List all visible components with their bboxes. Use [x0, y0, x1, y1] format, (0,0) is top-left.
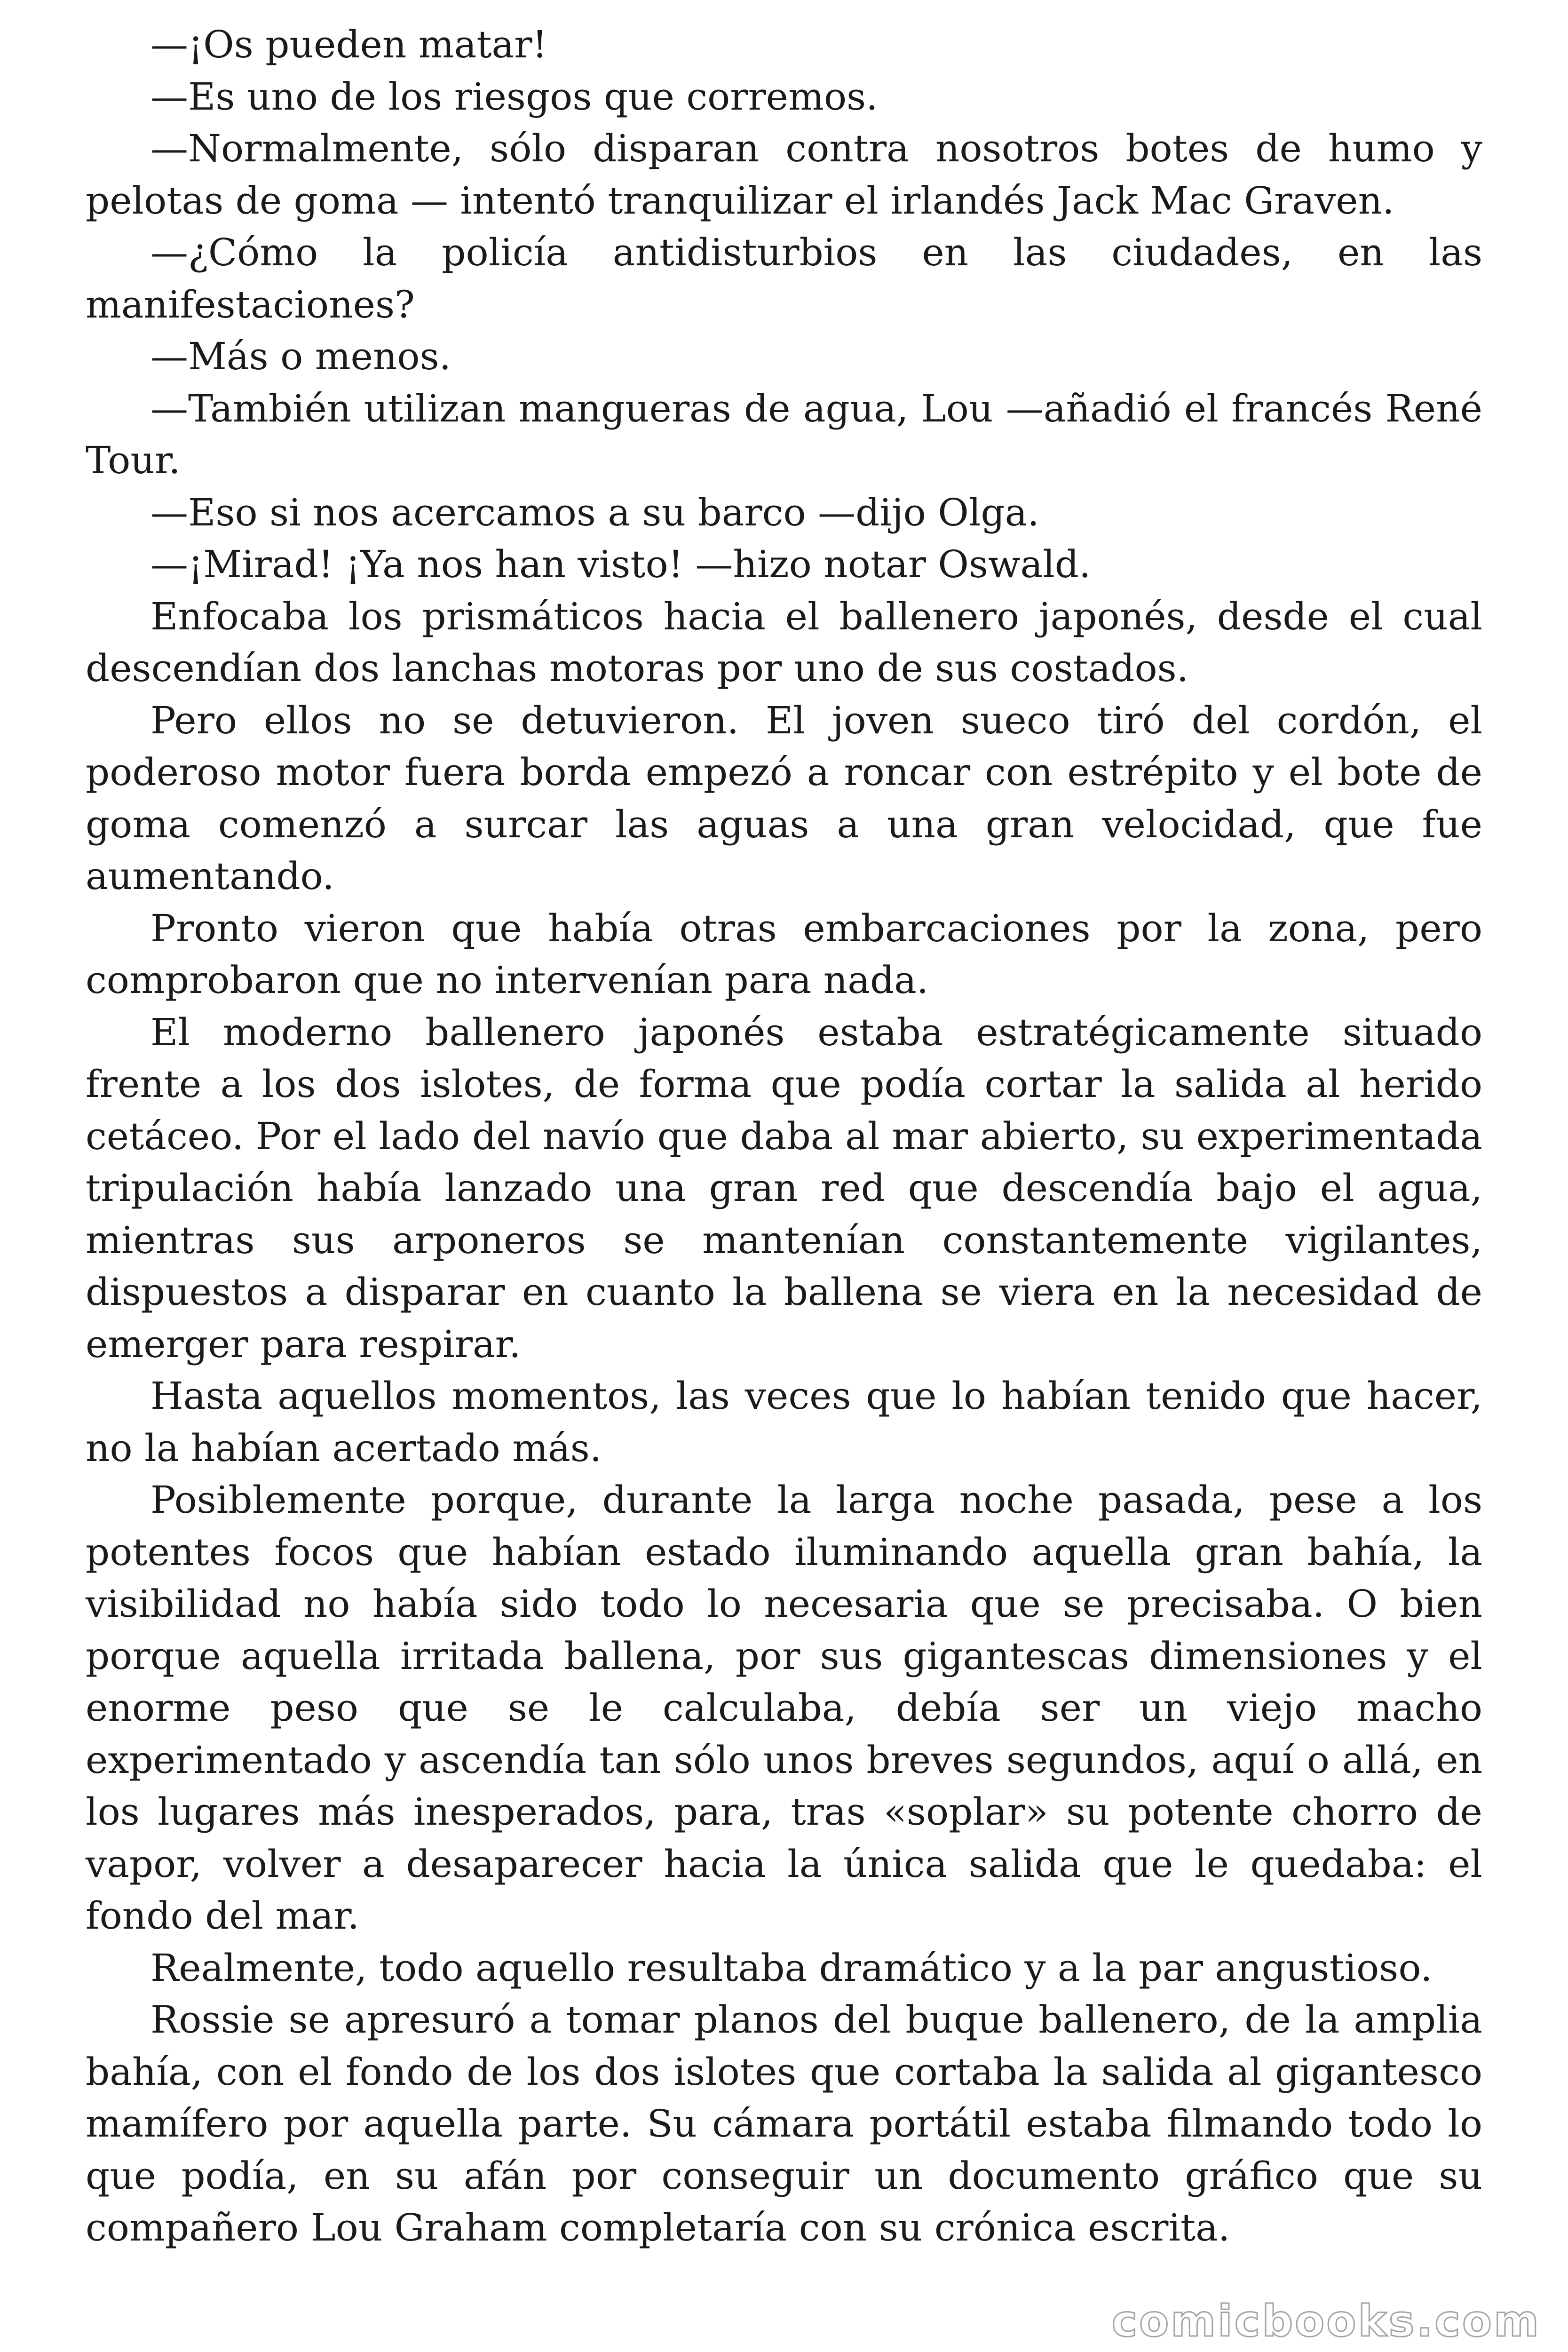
paragraph: Posiblemente porque, durante la larga noche pasada, pese a los potentes focos que habían estado iluminando aquella gran bahía, la visibilidad no había sido todo lo necesaria que se precisaba. O bien porque aquella irritada ballena, por sus gigantescas dimensiones y el enorme peso que se le calculaba, debía ser un viejo macho experimentado y ascendía tan sólo unos breves segundos, aquí o allá, en los lugares más inesperados, para, tras «soplar» su potente chorro de vapor, volver a desaparecer hacia la única salida que le quedaba: el fondo del mar. [86, 1478, 1482, 1938]
paragraph: —Eso si nos acercamos a su barco —dijo Olga. [150, 490, 1039, 534]
watermark: comicbooks.com [1111, 2296, 1541, 2346]
paragraph: —¿Cómo la policía antidisturbios en las ciudades, en las manifestaciones? [86, 230, 1482, 326]
paragraph: Realmente, todo aquello resultaba dramático y a la par angustioso. [150, 1946, 1433, 1990]
paragraph: —¡Mirad! ¡Ya nos han visto! —hizo notar Oswald. [150, 542, 1091, 586]
paragraph: El moderno ballenero japonés estaba estratégicamente situado frente a los dos islotes, de forma que podía cortar la salida al herido cetáceo. Por el lado del navío que daba al mar abierto, su experimentada tripulación había lanzado una gran red que descendía bajo el agua, mientras sus arponeros se mantenían constantemente vigilantes, dispuestos a disparar en cuanto la ballena se viera en la necesidad de emerger para respirar. [86, 1010, 1482, 1366]
paragraph: Rossie se apresuró a tomar planos del buque ballenero, de la amplia bahía, con el fondo de los dos islotes que cortaba la salida al gigantesco mamífero por aquella parte. Su cámara portátil estaba filmando todo lo que podía, en su afán por conseguir un documento gráfico que su compañero Lou Graham completaría con su crónica escrita. [86, 1998, 1482, 2249]
paragraph: Pero ellos no se detuvieron. El joven sueco tiró del cordón, el poderoso motor fuera borda empezó a roncar con estrépito y el bote de goma comenzó a surcar las aguas a una gran velocidad, que fue aumentando. [86, 698, 1482, 898]
paragraph: Pronto vieron que había otras embarcaciones por la zona, pero comprobaron que no intervenían para nada. [86, 906, 1482, 1002]
paragraph: —También utilizan mangueras de agua, Lou —añadió el francés René Tour. [86, 386, 1482, 482]
paragraph: —Es uno de los riesgos que corremos. [150, 74, 878, 119]
paragraph: —Más o menos. [150, 334, 451, 378]
book-page [86, 19, 1482, 2333]
paragraph: Hasta aquellos momentos, las veces que lo habían tenido que hacer, no la habían acertado más. [86, 1374, 1482, 1470]
paragraph: —Normalmente, sólo disparan contra nosotros botes de humo y pelotas de goma — intentó tranquilizar el irlandés Jack Mac Graven. [86, 127, 1482, 222]
paragraph: —¡Os pueden matar! [150, 23, 547, 66]
paragraph: Enfocaba los prismáticos hacia el ballenero japonés, desde el cual descendían dos lanchas motoras por uno de sus costados. [86, 594, 1482, 690]
